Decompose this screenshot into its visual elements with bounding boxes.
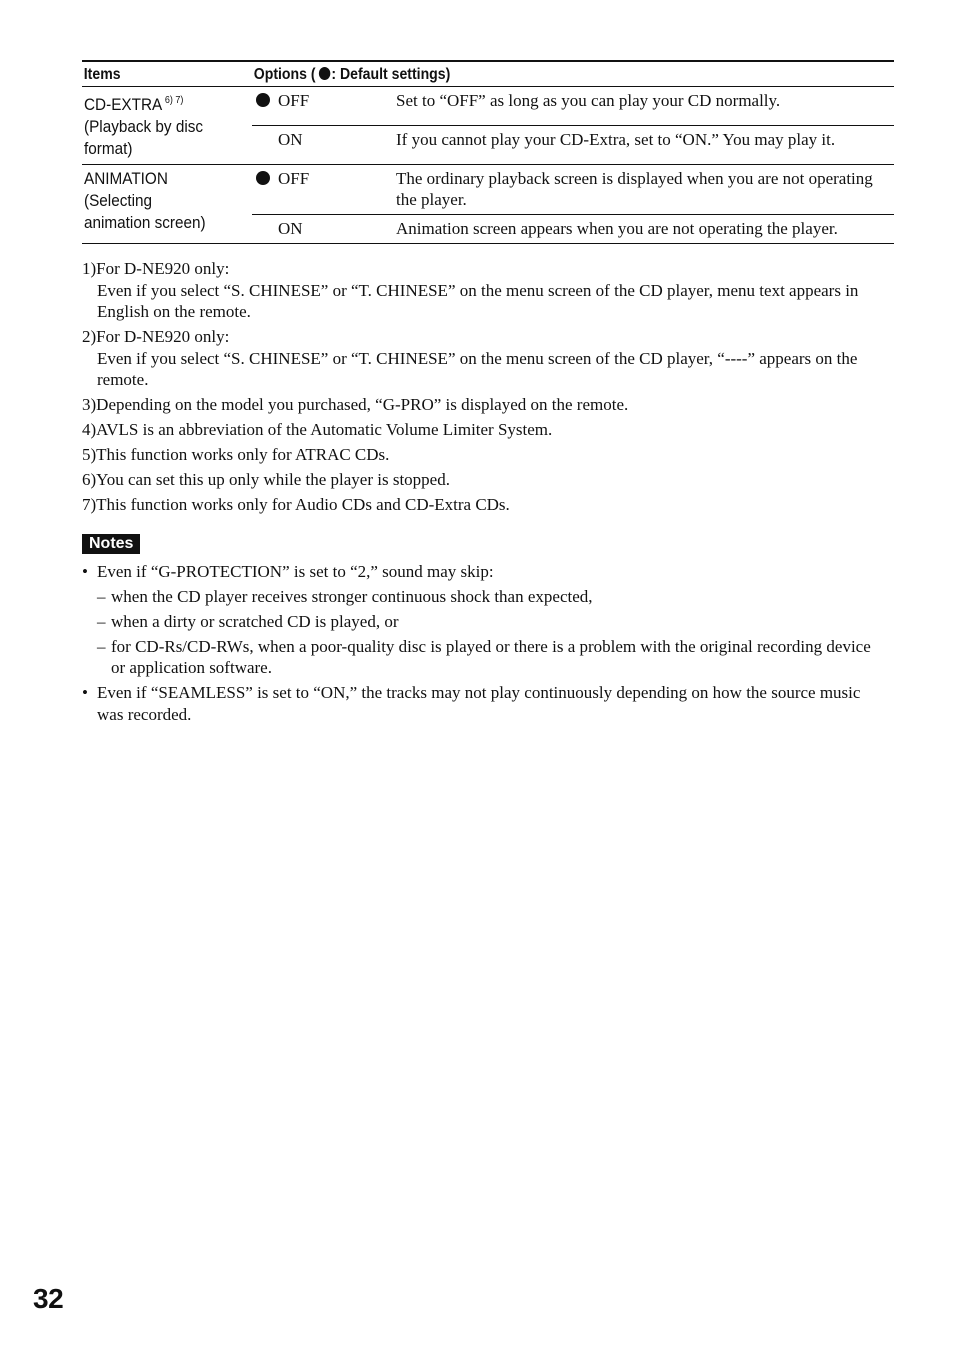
- note-subitem: – for CD-Rs/CD-RWs, when a poor-quality disc is played or there is a problem with the original recording device or application software.: [97, 636, 871, 677]
- option-on: ON: [252, 126, 394, 165]
- footnote-item: 2)For D-NE920 only: Even if you select “S. CHINESE” or “T. CHINESE” on the menu screen of the CD player, “----” appears on the remote.: [82, 327, 858, 389]
- table-header-row: [82, 61, 894, 87]
- option-on: ON: [252, 215, 394, 244]
- footnote-item: 4)AVLS is an abbreviation of the Automatic Volume Limiter System.: [82, 420, 553, 439]
- footnote-item: 3)Depending on the model you purchased, “G-PRO” is displayed on the remote.: [82, 395, 629, 414]
- footnote-item: 5)This function works only for ATRAC CDs.: [82, 445, 390, 464]
- page-number: 32: [33, 1283, 64, 1314]
- option-off: OFF: [252, 87, 394, 126]
- table-row-cd-extra: [82, 87, 894, 126]
- item-animation: ANIMATION (Selecting animation screen): [84, 169, 206, 232]
- item-cd-extra: CD-EXTRA $^{6) 7)}$ (Playback by disc format): [84, 95, 204, 158]
- footnote-item: 1)For D-NE920 only: Even if you select “S. CHINESE” or “T. CHINESE” on the menu screen of the CD player, menu text appears in English on the remote.: [82, 259, 859, 321]
- option-description: Set to “OFF” as long as you can play your CD normally.: [396, 91, 781, 110]
- footnote-ref: 6) 7): [164, 95, 184, 106]
- settings-table: [82, 60, 894, 244]
- notes-heading: Notes: [82, 534, 140, 554]
- footnote-item: 6)You can set this up only while the player is stopped.: [82, 470, 450, 489]
- table-row-animation: [82, 165, 894, 215]
- option-description: Animation screen appears when you are not operating the player.: [394, 215, 894, 244]
- note-item: • Even if “G-PROTECTION” is set to “2,” sound may skip: – when the CD player receives stronger continuous shock than expected, – when a dirty or scratched CD is played, or – for CD-Rs/CD-RWs, when a poor-quality disc is played or there is a problem with the original recording device or application software.: [82, 562, 871, 677]
- bullet-icon: •: [82, 562, 88, 581]
- note-sublist: [97, 586, 872, 679]
- footnotes-list: [82, 258, 882, 519]
- default-dot-icon: [256, 171, 270, 185]
- option-off: OFF: [252, 165, 394, 215]
- default-dot-icon: [256, 93, 270, 107]
- header-items: Items: [83, 66, 121, 83]
- notes-list: [82, 561, 872, 728]
- option-description: If you cannot play your CD-Extra, set to “ON.” You may play it.: [394, 126, 894, 165]
- default-setting-dot-icon: [319, 67, 330, 80]
- note-subitem: – when the CD player receives stronger continuous shock than expected,: [97, 586, 593, 606]
- note-item: • Even if “SEAMLESS” is set to “ON,” the tracks may not play continuously depending on how the source music was recorded.: [82, 683, 861, 724]
- footnote-item: 7)This function works only for Audio CDs and CD-Extra CDs.: [82, 495, 510, 514]
- bullet-icon: •: [82, 683, 88, 702]
- header-options: Options ( : Default settings): [253, 66, 451, 83]
- note-subitem: – when a dirty or scratched CD is played, or: [97, 611, 399, 631]
- option-description: The ordinary playback screen is displayed when you are not operating the player.: [396, 169, 873, 209]
